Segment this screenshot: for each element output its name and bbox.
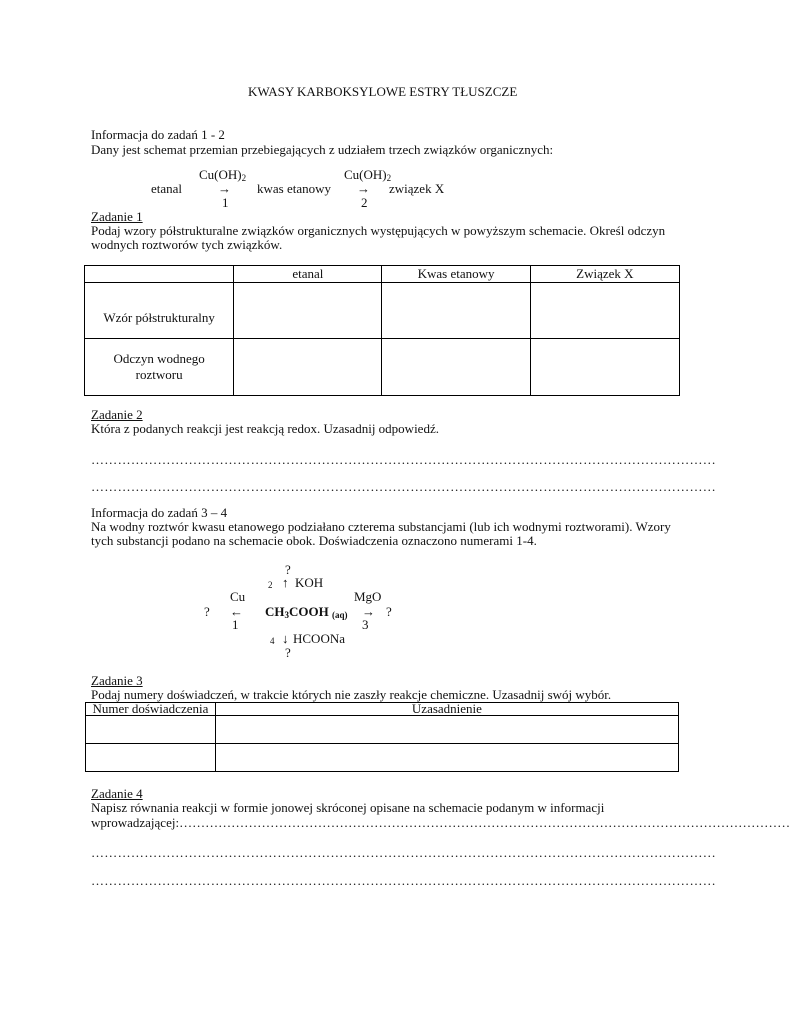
table-header-zwiazek-x: Związek X — [530, 266, 679, 283]
answer-cell[interactable] — [530, 283, 679, 339]
experiment-number-1: 1 — [232, 617, 239, 632]
task-3-heading: Zadanie 3 — [91, 673, 143, 688]
arrow-right-icon: → — [218, 181, 231, 196]
task-3-instruction: Podaj numery doświadczeń, w trakcie których nie zaszły reakcje chemiczne. Uzasadnij swój wybór. — [91, 687, 612, 702]
table-header-uzasadnienie: Uzasadnienie — [215, 703, 678, 716]
task-4-instruction-line-2: wprowadzającej:…………………………………………………………………………………………………………………………… — [91, 815, 790, 830]
answer-cell[interactable] — [234, 339, 382, 396]
page-title: KWASY KARBOKSYLOWE ESTRY TŁUSZCZE — [248, 84, 518, 99]
answer-dotted-line[interactable]: …………………………………………………………………………………………………………………………… — [91, 452, 717, 467]
arrow-up-icon: ↑ — [282, 575, 289, 590]
step-number-1: 1 — [222, 195, 229, 210]
answer-cell[interactable] — [382, 339, 530, 396]
compound-etanal: etanal — [151, 181, 183, 196]
info-12-text: Dany jest schemat przemian przebiegających z udziałem trzech związków organicznych: — [91, 142, 554, 157]
experiment-number-2: 2 — [268, 580, 273, 590]
answer-cell[interactable] — [234, 283, 382, 339]
answer-dotted-line[interactable]: …………………………………………………………………………………………………………………………… — [179, 815, 790, 830]
compound-zwiazek-x: związek X — [389, 181, 445, 196]
reagent-cu: Cu — [230, 589, 246, 604]
task-3-answer-table — [85, 702, 679, 772]
task-1-instruction-line-1: Podaj wzory półstrukturalne związków organicznych występujących w powyższym schemacie. Określ odczyn — [91, 223, 666, 238]
info-34-line-2: tych substancji podano na schemacie obok. Doświadczenia oznaczono numerami 1-4. — [91, 533, 537, 548]
answer-cell[interactable] — [530, 339, 679, 396]
compound-kwas-etanowy: kwas etanowy — [257, 181, 332, 196]
info-12-heading: Informacja do zadań 1 - 2 — [91, 127, 225, 142]
unknown-product-bottom: ? — [285, 645, 291, 660]
answer-dotted-line[interactable]: …………………………………………………………………………………………………………………………… — [91, 873, 717, 888]
answer-cell[interactable] — [86, 744, 216, 772]
reagent-label-1: $Cu(OH)_2$ — [199, 167, 247, 183]
answer-cell[interactable] — [215, 744, 678, 772]
row-label-odczyn: Odczyn wodnego roztworu — [85, 339, 234, 396]
task-4-instruction-line-1: Napisz równania reakcji w formie jonowej skróconej opisane na schemacie podanym w informacji — [91, 800, 605, 815]
experiment-number-3: 3 — [362, 617, 369, 632]
table-header-numer: Numer doświadczenia — [86, 703, 216, 716]
answer-dotted-line[interactable]: …………………………………………………………………………………………………………………………… — [91, 479, 717, 494]
unknown-product-left: ? — [204, 604, 210, 619]
task-4-heading: Zadanie 4 — [91, 786, 143, 801]
answer-cell[interactable] — [86, 716, 216, 744]
experiment-number-4: 4 — [270, 636, 275, 646]
answer-dotted-line[interactable]: …………………………………………………………………………………………………………………………… — [91, 845, 717, 860]
task-2-instruction: Która z podanych reakcji jest reakcją redox. Uzasadnij odpowiedź. — [91, 421, 439, 436]
task-1-heading: Zadanie 1 — [91, 209, 143, 224]
task-2-heading: Zadanie 2 — [91, 407, 143, 422]
central-compound: $CH_3COOH$ $_{(aq)}$ — [265, 604, 348, 620]
arrow-down-icon: ↓ — [282, 631, 289, 646]
info-34-heading: Informacja do zadań 3 – 4 — [91, 505, 228, 520]
table-header-empty — [85, 266, 234, 283]
table-header-kwas-etanowy: Kwas etanowy — [382, 266, 530, 283]
reagent-koh: KOH — [295, 575, 324, 590]
arrow-right-icon: → — [362, 604, 375, 619]
info-34-line-1: Na wodny roztwór kwasu etanowego podziałano czterema substancjami (lub ich wodnymi roztworami). Wzory — [91, 519, 671, 534]
unknown-product-right: ? — [386, 604, 392, 619]
unknown-product-top: ? — [285, 562, 291, 577]
reagent-label-2: $Cu(OH)_2$ — [344, 167, 392, 183]
table-header-etanal: etanal — [234, 266, 382, 283]
task-1-answer-table — [84, 265, 680, 396]
task-1-instruction-line-2: wodnych roztworów tych związków. — [91, 237, 283, 252]
answer-cell[interactable] — [382, 283, 530, 339]
row-label-wzor: Wzór półstrukturalny — [85, 283, 234, 339]
reagent-hcoona: HCOONa — [293, 631, 345, 646]
arrow-right-icon: → — [357, 181, 370, 196]
step-number-2: 2 — [361, 195, 368, 210]
reagent-mgo: MgO — [354, 589, 382, 604]
answer-cell[interactable] — [215, 716, 678, 744]
arrow-left-icon: ← — [230, 604, 243, 619]
